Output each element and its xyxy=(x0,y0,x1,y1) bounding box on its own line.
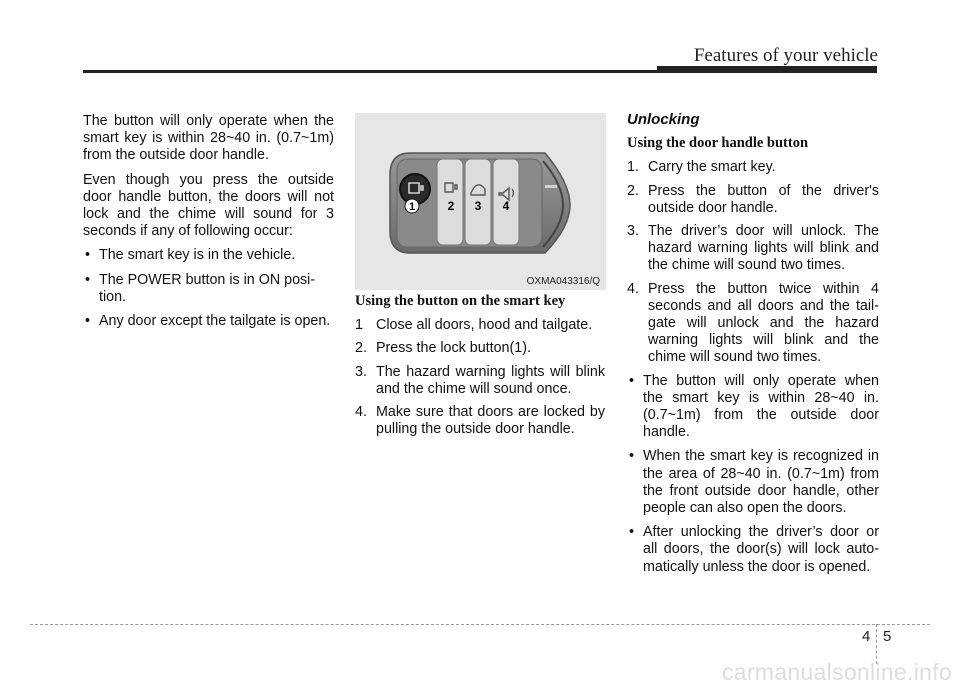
step-text: Carry the smart key. xyxy=(648,159,776,176)
bullet-item: • The button will only operate when the smart key is within 28~40 in. (0.7~1m) from the outside door handle. xyxy=(629,372,879,441)
step-item xyxy=(627,183,879,217)
bullet-text: The button will only operate when the smart key is within 28~40 in. (0.7~1m) from the outside door handle. xyxy=(643,372,879,441)
header-rule-accent xyxy=(657,66,877,73)
step-item xyxy=(355,404,605,438)
step-item xyxy=(627,223,879,275)
smart-key-illustration xyxy=(355,113,606,290)
callout-2: 2 xyxy=(447,199,455,213)
bullet-item: • After unlocking the driver’s door or all doors, the door(s) will lock auto-matically unless the door is opened. xyxy=(629,524,879,575)
footer-divider xyxy=(876,624,877,664)
section-title: Unlocking xyxy=(627,111,700,128)
step-text: Press the lock button(1). xyxy=(376,340,531,357)
step-number: 2. xyxy=(355,340,367,357)
callout-3: 3 xyxy=(474,199,482,213)
watermark: carmanualsonline.info xyxy=(721,659,952,685)
step-number: 1 xyxy=(355,317,363,334)
bullet-item: • The POWER button is in ON posi-tion. xyxy=(85,271,316,305)
step-number: 1. xyxy=(627,159,639,176)
paragraph: Even though you press the outside door handle button, the doors will not lock and the chime will sound for 3 seconds if any of following occur: xyxy=(83,171,334,240)
bullet-text: Any door except the tailgate is open. xyxy=(99,313,331,330)
subheading: Using the door handle button xyxy=(627,135,809,152)
step-text: The driver’s door will unlock. The hazard warning lights will blink and the chime will sound two times. xyxy=(648,223,879,274)
step-text: The hazard warning lights will blink and the chime will sound once. xyxy=(376,363,605,397)
subheading: Using the button on the smart key xyxy=(355,293,566,309)
step-text: Press the button of the driver's outside door handle. xyxy=(648,182,879,216)
step-number: 4. xyxy=(355,404,367,421)
chapter-number: 4 xyxy=(862,628,871,645)
step-item xyxy=(355,340,605,357)
bullet-text: The POWER button is in ON posi-tion. xyxy=(99,271,316,305)
step-item xyxy=(627,281,879,367)
bullet-item: • Any door except the tailgate is open. xyxy=(85,313,331,330)
key-slot xyxy=(545,185,557,188)
step-item xyxy=(355,317,605,334)
figure-caption: OXMA043316/Q xyxy=(526,276,600,287)
step-text: Make sure that doors are locked by pulling the outside door handle. xyxy=(376,404,605,438)
bullet-item: • When the smart key is recognized in the area of 28~40 in. (0.7~1m) from the front outside door handle, other people can also open the doors. xyxy=(629,448,879,517)
bullet-item: • The smart key is in the vehicle. xyxy=(85,247,296,264)
middle-column xyxy=(355,293,605,444)
right-column xyxy=(627,111,879,583)
step-item xyxy=(627,159,879,176)
step-item xyxy=(355,364,605,398)
callout-1: 1 xyxy=(408,201,416,213)
bullet-text: When the smart key is recognized in the area of 28~40 in. (0.7~1m) from the front outside door handle, other people can also open the doors. xyxy=(643,448,879,517)
header-title: Features of your vehicle xyxy=(693,45,878,66)
step-number: 2. xyxy=(627,182,639,199)
callout-4: 4 xyxy=(502,199,510,213)
step-text: Press the button twice within 4 seconds and all doors and the tail-gate will unlock and the hazard warning lights will blink and the chime will sound two times. xyxy=(648,280,879,366)
bullet-text: The smart key is in the vehicle. xyxy=(99,247,296,264)
step-number: 4. xyxy=(627,280,639,297)
smart-key-figure xyxy=(355,113,606,290)
page-number: 5 xyxy=(883,628,892,645)
step-text: Close all doors, hood and tailgate. xyxy=(376,317,593,334)
step-number: 3. xyxy=(627,223,639,240)
step-number: 3. xyxy=(355,363,367,380)
footer-rule xyxy=(30,624,930,625)
bullet-text: After unlocking the driver’s door or all doors, the door(s) will lock auto-matically unless the door is opened. xyxy=(643,524,879,575)
left-column xyxy=(83,113,334,337)
paragraph: The button will only operate when the smart key is within 28~40 in. (0.7~1m) from the outside door handle. xyxy=(83,113,334,164)
